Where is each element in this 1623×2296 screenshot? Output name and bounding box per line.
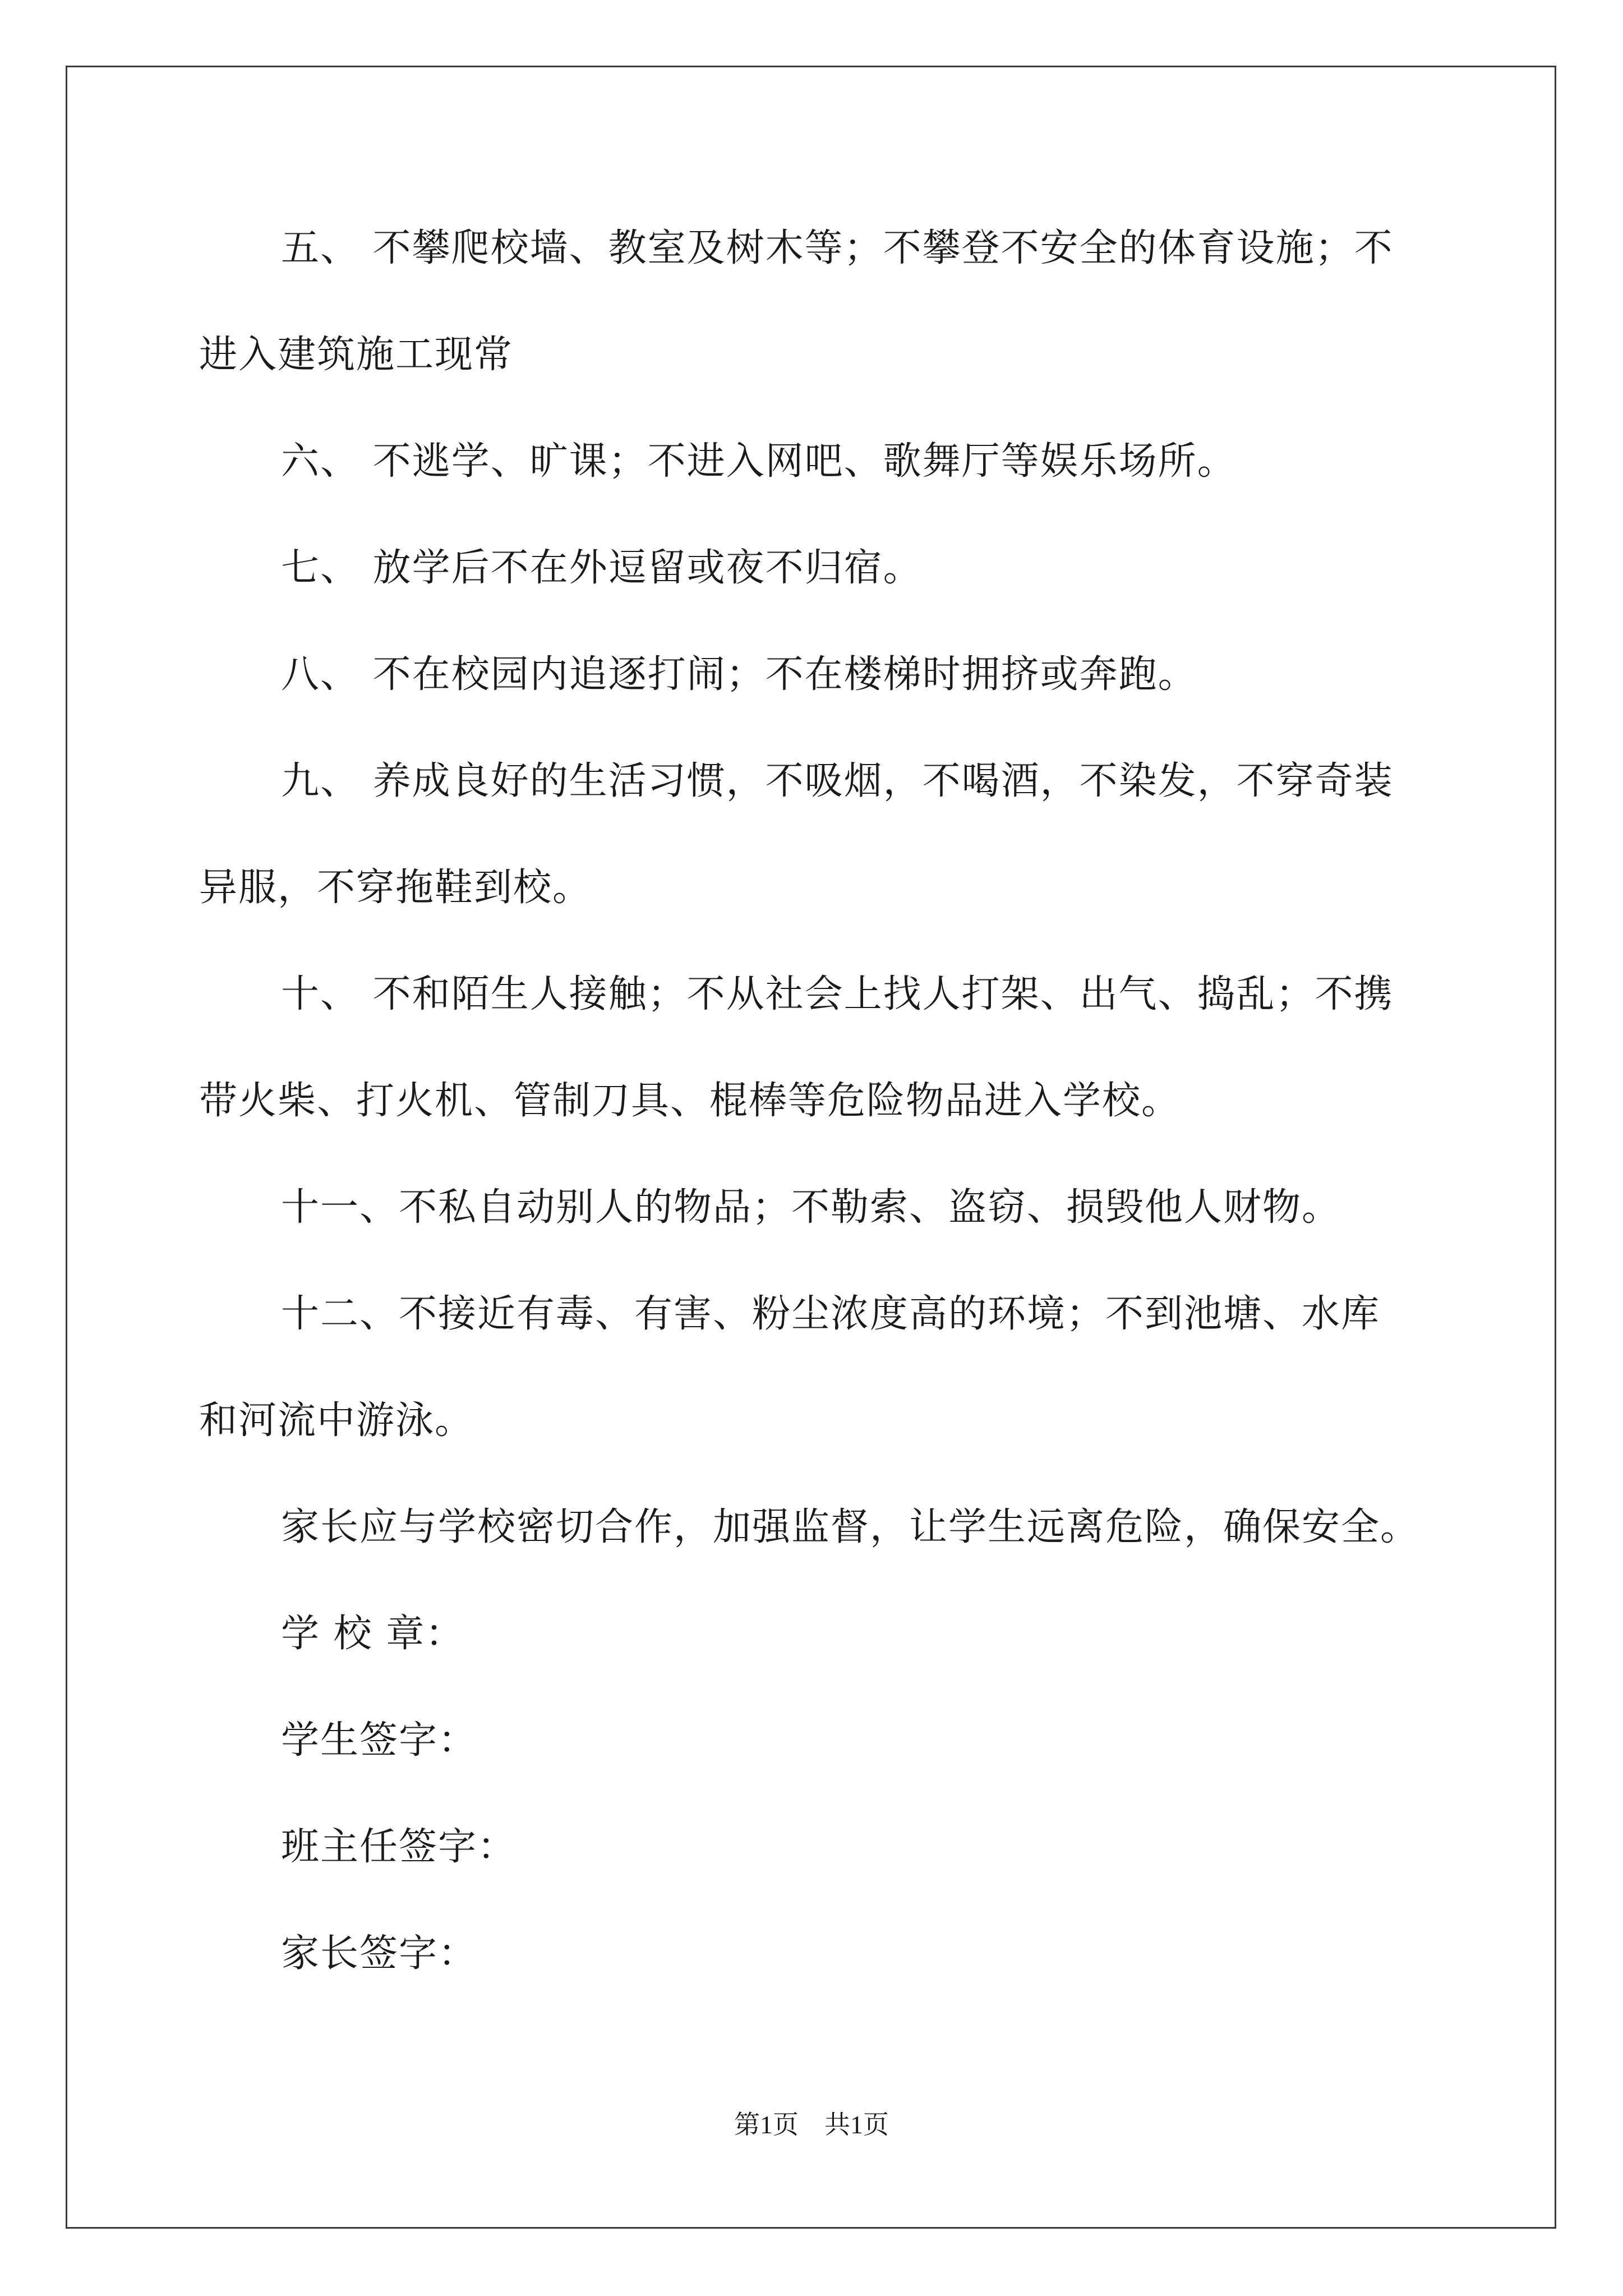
school-seal-label: 学 校 章：	[281, 1612, 465, 1656]
rule-9-line-2: 异服，不穿拖鞋到校。	[199, 866, 592, 910]
teacher-signature-label: 班主任签字：	[281, 1825, 517, 1869]
rule-12-line-1: 十二、不接近有毒、有害、粉尘浓度高的环境；不到池塘、水库	[281, 1292, 1381, 1336]
document-body	[199, 222, 1433, 1981]
rule-5-line-2: 进入建筑施工现常	[199, 333, 514, 377]
student-signature-label: 学生签字：	[281, 1718, 478, 1763]
parent-signature-label: 家长签字：	[281, 1931, 478, 1976]
rule-5-line-1: 五、 不攀爬校墙、教室及树木等；不攀登不安全的体育设施；不	[281, 226, 1394, 270]
rule-11: 十一、不私自动别人的物品；不勒索、盗窃、损毁他人财物。	[281, 1185, 1341, 1230]
rule-8: 八、 不在校园内追逐打闹；不在楼梯时拥挤或奔跑。	[281, 652, 1197, 697]
page-footer: 第1页 共1页	[734, 2110, 889, 2139]
rule-10-line-1: 十、 不和陌生人接触；不从社会上找人打架、出气、捣乱；不携	[281, 972, 1394, 1016]
rule-9-line-1: 九、 养成良好的生活习惯，不吸烟，不喝酒，不染发，不穿奇装	[281, 759, 1394, 803]
rule-7: 七、 放学后不在外逗留或夜不归宿。	[281, 546, 923, 590]
parent-cooperation-note: 家长应与学校密切合作，加强监督，让学生远离危险，确保安全。	[281, 1505, 1420, 1549]
rule-10-line-2: 带火柴、打火机、管制刀具、棍棒等危险物品进入学校。	[199, 1079, 1181, 1123]
rule-12-line-2: 和河流中游泳。	[199, 1398, 474, 1443]
rule-6: 六、 不逃学、旷课；不进入网吧、歌舞厅等娱乐场所。	[281, 439, 1237, 484]
